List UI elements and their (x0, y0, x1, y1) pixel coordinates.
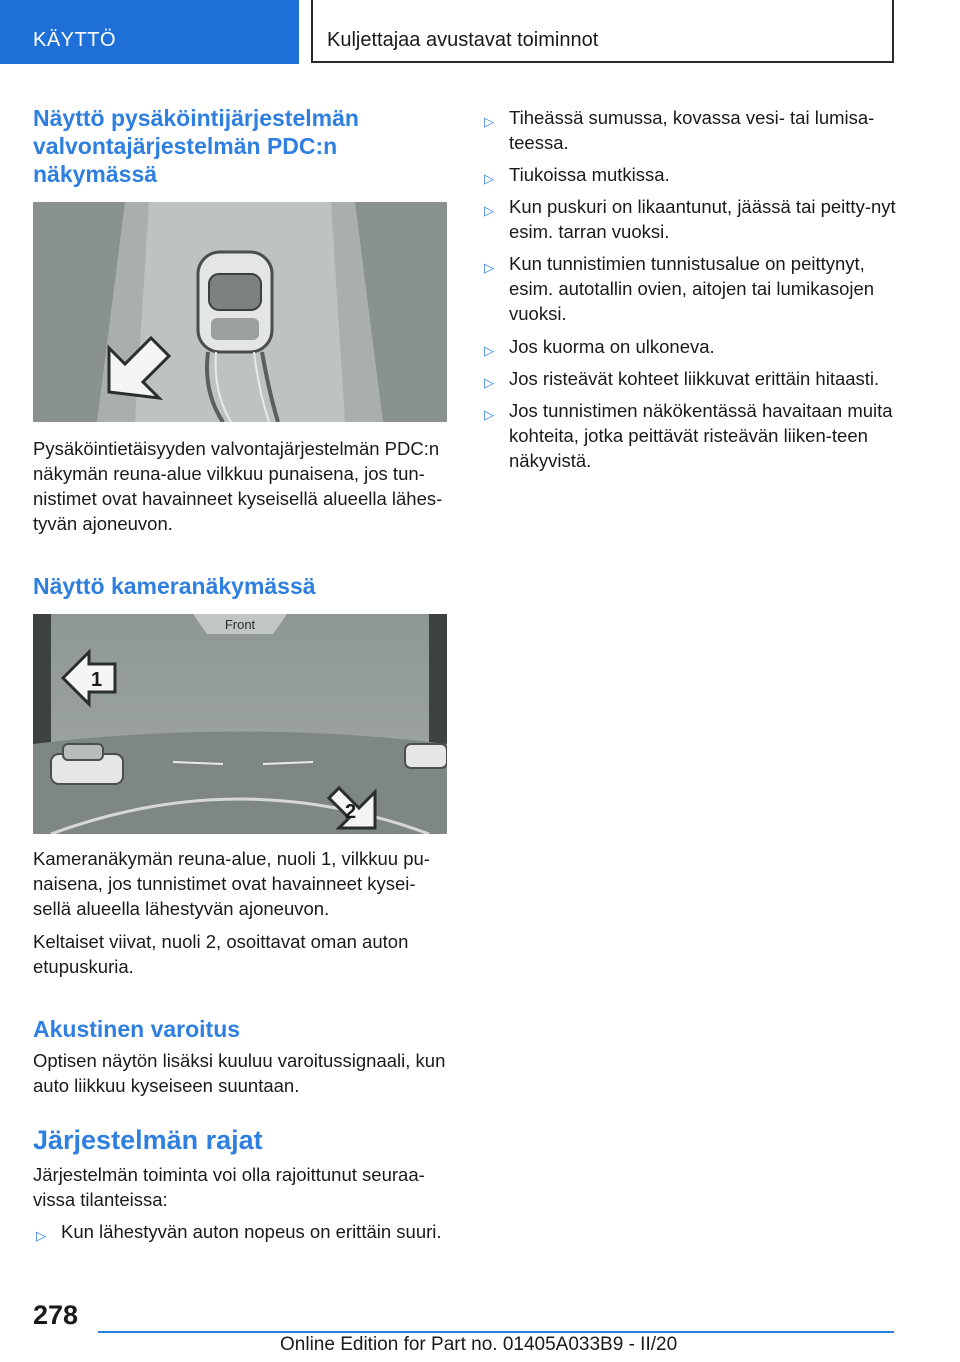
bullet-triangle-icon: ▷ (484, 407, 494, 422)
list-item: ▷ Tiukoissa mutkissa. (484, 162, 902, 187)
bullet-triangle-icon: ▷ (484, 114, 494, 129)
pdc-description: Pysäköintietäisyyden valvontajärjestelmän PDC:n näkymän reuna-alue vilkkuu punaisena, jos tun-nistimet ovat havainneet kyseisellä alueella lähes-tyvän ajoneuvon. (33, 438, 443, 534)
heading-camera-view: Näyttö kameranäkymässä (33, 573, 316, 599)
camera-illustration (33, 614, 447, 834)
chapter-title: Kuljettajaa avustavat toiminnot (327, 29, 599, 51)
list-item: ▷ Jos kuorma on ulkoneva. (484, 334, 902, 359)
edition-note: Online Edition for Part no. 01405A033B9 - II/20 (280, 1334, 678, 1355)
bullet-triangle-icon: ▷ (484, 343, 494, 358)
car-right-icon (405, 744, 447, 768)
pdc-illustration (33, 202, 447, 422)
arrow-1-label: 1 (91, 669, 103, 691)
heading-acoustic-warning: Akustinen varoitus (33, 1016, 241, 1042)
bullet-triangle-icon: ▷ (484, 171, 494, 186)
list-item: ▷ Kun lähestyvän auton nopeus on erittäin suuri. (36, 1219, 454, 1269)
section-title: KÄYTTÖ (33, 29, 117, 51)
camera-description-2: Keltaiset viivat, nuoli 2, osoittavat oman auton etupuskuria. (33, 931, 409, 977)
list-item: ▷ Kun puskuri on likaantunut, jäässä tai peitty-nyt esim. tarran vuoksi. (484, 196, 896, 242)
list-item: ▷ Jos tunnistimen näkökentässä havaitaan muita kohteita, jotka peittävät risteävän liiken-teen näkyvistä. (484, 400, 893, 471)
list-item: ▷ Tiheässä sumussa, kovassa vesi- tai lumisa-teessa. (484, 107, 875, 153)
camera-view-figure (33, 614, 447, 834)
limits-description: Järjestelmän toiminta voi olla rajoittunut seuraa-vissa tilanteissa: (33, 1164, 425, 1210)
heading-system-limits: Järjestelmän rajat (33, 1125, 263, 1155)
pdc-view-figure (33, 202, 447, 422)
footer-divider (98, 1331, 894, 1333)
acoustic-description: Optisen näytön lisäksi kuuluu varoitussignaali, kun auto liikkuu kyseiseen suuntaan. (33, 1050, 446, 1096)
front-label: Front (224, 617, 256, 632)
bullet-triangle-icon: ▷ (484, 375, 494, 390)
bullet-triangle-icon: ▷ (484, 260, 494, 275)
heading-pdc-view: Näyttö pysäköintijärjestelmän valvontajärjestelmän PDC:n näkymässä (33, 105, 359, 187)
page-number: 278 (33, 1300, 79, 1330)
bullet-triangle-icon: ▷ (484, 203, 494, 218)
list-item: ▷ Jos risteävät kohteet liikkuvat erittäin hitaasti. (484, 366, 902, 391)
chapter-header (311, 0, 894, 63)
car-icon (198, 252, 272, 352)
camera-description-1: Kameranäkymän reuna-alue, nuoli 1, vilkkuu pu-naisena, jos tunnistimet ovat havainneet kysei-sellä alueella lähestyvän ajoneuvon. (33, 848, 430, 919)
bullet-triangle-icon: ▷ (36, 1228, 46, 1243)
section-tab (0, 0, 299, 64)
list-item: ▷ Kun tunnistimien tunnistusalue on peittynyt, esim. autotallin ovien, aitojen tai lumikasojen vuoksi. (484, 253, 875, 324)
arrow-2-label: 2 (345, 801, 357, 823)
